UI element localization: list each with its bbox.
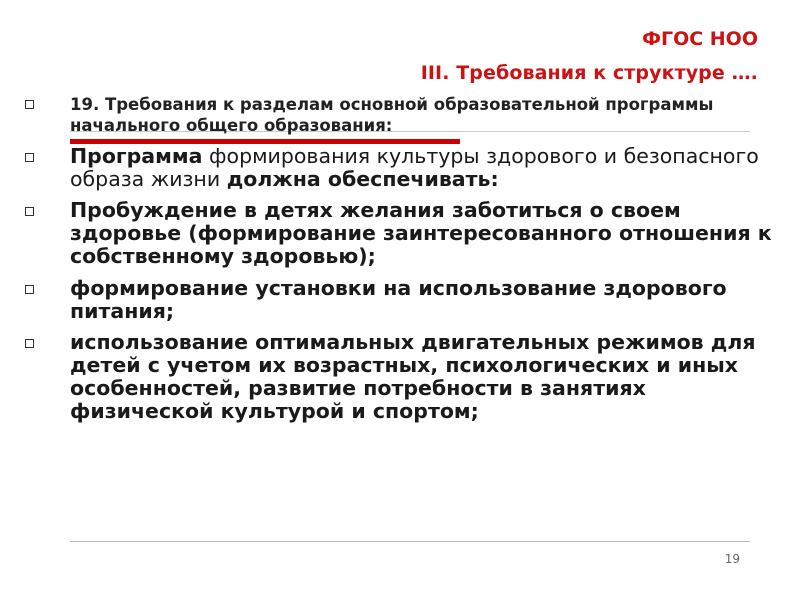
bullet-text-bold: должна обеспечивать: — [226, 167, 499, 191]
bullet-text: использование оптимальных двигательных режимов для детей с учетом их возрастных, психологических и иных особенностей, развитие потребности в занятиях физической культурой и спортом; — [70, 330, 763, 423]
bullet-text: формирование установки на использование здорового питания; — [70, 276, 734, 323]
title-line-standard: ФГОС НОО — [642, 28, 758, 50]
bullet-text: Пробуждение в детях желания заботиться о своем здоровье (формирование заинтересованного отношения к собственному здоровью); — [70, 198, 779, 268]
title-line-section: III. Требования к структуре …. — [420, 62, 758, 84]
square-bullet-icon — [25, 100, 34, 109]
bullet-item-nutrition — [24, 277, 774, 323]
slide-title — [421, 22, 758, 90]
square-bullet-icon — [25, 153, 34, 162]
bullet-item-health-care — [24, 198, 779, 268]
bullet-text: формирования культуры здорового и безопасного образа жизни — [70, 144, 766, 191]
square-bullet-icon — [25, 339, 34, 348]
bullet-text: 19. Требования к разделам основной образовательной программы начального общего образования: — [70, 95, 720, 135]
bullet-item-program — [24, 145, 774, 191]
bullet-list — [24, 94, 779, 423]
bullet-text-bold: Программа — [70, 144, 203, 168]
page-number: 19 — [724, 552, 740, 566]
bullet-item-requirements — [24, 94, 774, 136]
footer-divider-line — [70, 541, 750, 542]
square-bullet-icon — [25, 207, 34, 216]
square-bullet-icon — [25, 285, 34, 294]
bullet-item-physical-activity — [24, 331, 774, 423]
